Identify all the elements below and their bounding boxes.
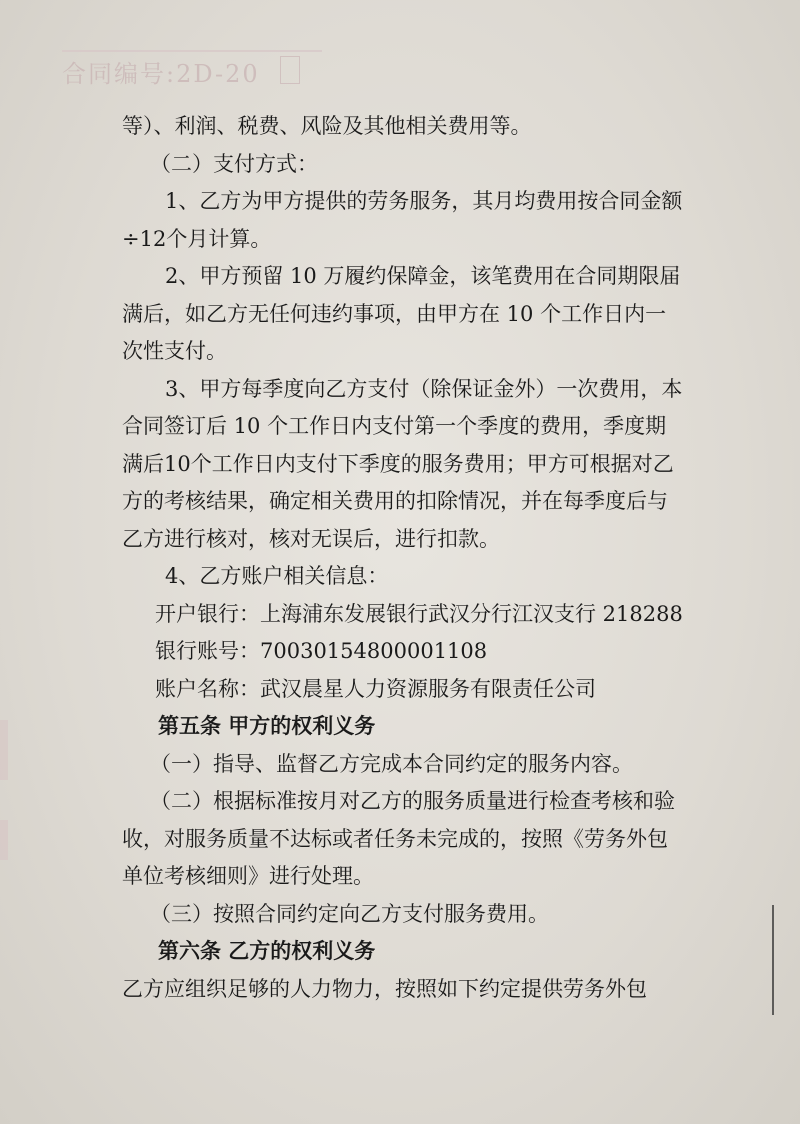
bank-account-line: 银行账号：70030154800001108 — [155, 639, 488, 663]
text-line: 单位考核细则》进行处理。 — [122, 864, 374, 888]
text-line: 合同签订后 10 个工作日内支付第一个季度的费用，季度期 — [122, 414, 667, 438]
seal-edge-mark — [0, 820, 8, 860]
bank-name-line: 开户银行：上海浦东发展银行武汉分行江汉支行 218288 — [155, 602, 683, 626]
stamp-text: 合同编号:2D-20 — [62, 60, 260, 88]
text-line: 4、乙方账户相关信息： — [165, 564, 389, 588]
text-line: 收，对服务质量不达标或者任务未完成的，按照《劳务外包 — [122, 827, 668, 851]
article-five-heading: 第五条 甲方的权利义务 — [158, 713, 376, 738]
text-line: 2、甲方预留 10 万履约保障金，该笔费用在合同期限届 — [165, 264, 681, 288]
text-line: 次性支付。 — [122, 339, 227, 363]
account-name-line: 账户名称：武汉晨星人力资源服务有限责任公司 — [155, 677, 596, 701]
text-line: 满后10个工作日内支付下季度的服务费用；甲方可根据对乙 — [122, 452, 674, 476]
text-line: （二）根据标准按月对乙方的服务质量进行检查考核和验 — [150, 789, 675, 813]
section-subheading: （二）支付方式： — [150, 152, 318, 176]
text-line: 1、乙方为甲方提供的劳务服务，其月均费用按合同金额 — [165, 189, 683, 213]
seal-edge-mark — [0, 720, 8, 780]
text-line: 乙方应组织足够的人力物力，按照如下约定提供劳务外包 — [122, 977, 647, 1001]
contract-number-stamp — [62, 50, 322, 88]
page-crease — [772, 905, 774, 1015]
text-line: 乙方进行核对，核对无误后，进行扣款。 — [122, 527, 500, 551]
text-line: 满后，如乙方无任何违约事项，由甲方在 10 个工作日内一 — [122, 302, 667, 326]
stamp-box — [280, 56, 300, 84]
text-line: 3、甲方每季度向乙方支付（除保证金外）一次费用，本 — [165, 377, 683, 401]
text-line: 等）、利润、税费、风险及其他相关费用等。 — [122, 114, 532, 138]
text-line: （三）按照合同约定向乙方支付服务费用。 — [150, 902, 549, 926]
text-line: 方的考核结果，确定相关费用的扣除情况，并在每季度后与 — [122, 489, 668, 513]
text-line: （一）指导、监督乙方完成本合同约定的服务内容。 — [150, 752, 633, 776]
article-six-heading: 第六条 乙方的权利义务 — [158, 938, 376, 963]
text-line: ÷12个月计算。 — [122, 227, 272, 251]
